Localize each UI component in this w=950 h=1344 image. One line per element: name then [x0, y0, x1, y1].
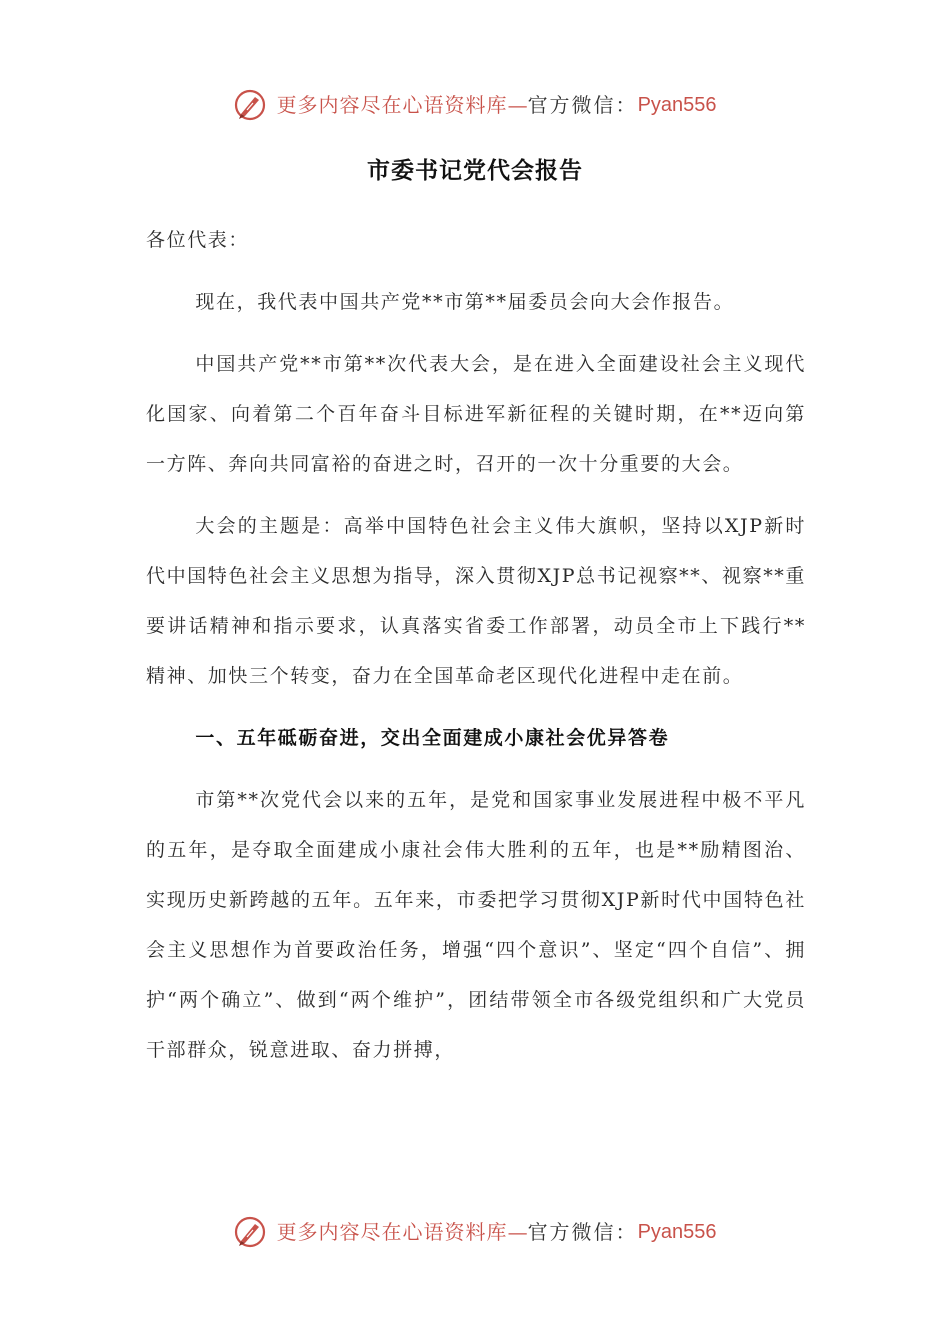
- banner-wechat-id: Pyan556: [637, 93, 717, 116]
- footer-banner: [0, 1211, 950, 1251]
- document-body: [146, 215, 806, 1087]
- banner-dash: —: [507, 92, 528, 117]
- paragraph: 市第**次党代会以来的五年，是党和国家事业发展进程中极不平凡的五年，是夺取全面建成小康社会伟大胜利的五年，也是**励精图治、实现历史新跨越的五年。五年来，市委把学习贯彻XJP新时代中国特色社会主义思想作为首要政治任务，增强“四个意识”、坚定“四个自信”、拥护“两个确立”、做到“两个维护”，团结带领全市各级党组织和广大党员干部群众，锐意进取、奋力拼搏，: [146, 789, 806, 1061]
- paragraph: 现在，我代表中国共产党**市第**届委员会向大会作报告。: [195, 291, 735, 313]
- pen-nib-logo-icon: [233, 88, 267, 122]
- banner-label: 官方微信：: [527, 92, 638, 117]
- paragraph: 大会的主题是：高举中国特色社会主义伟大旗帜，坚持以XJP新时代中国特色社会主义思想为指导，深入贯彻XJP总书记视察**、视察**重要讲话精神和指示要求，认真落实省委工作部署，动员全市上下践行**精神、加快三个转变，奋力在全国革命老区现代化进程中走在前。: [146, 515, 806, 687]
- banner-dash: —: [507, 1219, 528, 1244]
- section-heading: 一、五年砥砺奋进，交出全面建成小康社会优异答卷: [195, 727, 670, 749]
- header-banner: [0, 84, 950, 124]
- banner-label: 官方微信：: [527, 1219, 638, 1244]
- greeting: 各位代表：: [146, 229, 250, 251]
- banner-main-text: 更多内容尽在心语资料库: [276, 1219, 508, 1244]
- document-title: 市委书记党代会报告: [367, 157, 583, 184]
- banner-wechat-id: Pyan556: [637, 1220, 717, 1243]
- banner-main-text: 更多内容尽在心语资料库: [276, 92, 508, 117]
- paragraph: 中国共产党**市第**次代表大会，是在进入全面建设社会主义现代化国家、向着第二个百年奋斗目标进军新征程的关键时期，在**迈向第一方阵、奔向共同富裕的奋进之时，召开的一次十分重要的大会。: [146, 353, 806, 475]
- pen-nib-logo-icon: [233, 1215, 267, 1249]
